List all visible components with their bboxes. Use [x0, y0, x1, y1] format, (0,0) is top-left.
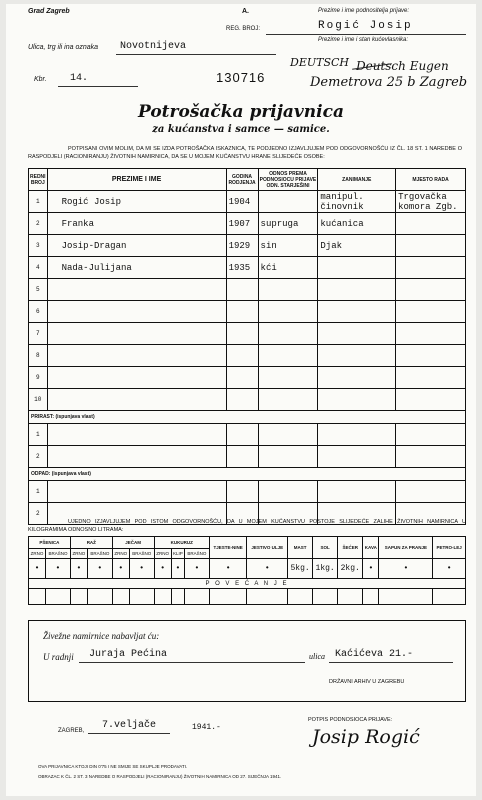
form-title: Potrošačka prijavnica	[138, 102, 344, 122]
ration-empty-cell	[129, 589, 154, 605]
table-row	[29, 235, 466, 257]
cell-num: 1	[29, 191, 48, 213]
ration-group-header: KAVA	[363, 537, 379, 559]
ration-empty-row	[29, 589, 466, 605]
cell-name: Josip-Dragan	[47, 235, 226, 257]
th-mjesto: MJESTO RADA	[396, 169, 466, 191]
table-row	[29, 279, 466, 301]
ration-empty-cell	[288, 589, 313, 605]
ration-group-header: RAŽ	[70, 537, 112, 549]
table-row	[29, 323, 466, 345]
cell-num: 10	[29, 389, 48, 411]
ration-value: •	[171, 559, 184, 579]
ration-value: 2kg.	[338, 559, 363, 579]
cell-relation	[258, 301, 318, 323]
cell-name	[47, 389, 226, 411]
cell-empty	[226, 446, 258, 468]
cell-empty	[318, 424, 396, 446]
ration-value: •	[112, 559, 129, 579]
cell-name	[47, 367, 226, 389]
persons-table	[28, 168, 466, 525]
cell-empty	[258, 481, 318, 503]
ration-group-header: PŠENICA	[29, 537, 71, 549]
cell-occupation	[318, 367, 396, 389]
form-letter: A.	[242, 8, 249, 15]
ration-sub-header: KLIP	[171, 549, 184, 559]
th-zanimanje: ZANIMANJE	[318, 169, 396, 191]
ration-sub-header: BRAŠNO	[185, 549, 210, 559]
kbr-line	[58, 86, 138, 87]
cell-empty	[258, 446, 318, 468]
stocks-text: UJEDNO IZJAVLJUJEM POD ISTOM ODGOVORNOŠĆU, DA U MOJEM KUĆANSTVU POSTOJE SLIJEDEĆE ZALIHE ŽIVOTNIH NAMIRNICA U KILOGRAMIMA ODNOSNO LITRAMA:	[28, 519, 466, 533]
ration-empty-cell	[29, 589, 46, 605]
cell-year	[226, 301, 258, 323]
ulica-value: Novotnijeva	[120, 41, 187, 52]
form-subtitle: za kućanstva i samce — samice.	[152, 124, 330, 135]
podnositelj-label: Prezime i ime podnositelja prijave:	[318, 8, 410, 14]
povecanje-label: P O V E Ć A N J E	[29, 579, 466, 589]
supply-ulica-value: Kaćićeva 21.-	[335, 649, 414, 660]
cell-year	[226, 367, 258, 389]
supply-box	[28, 620, 466, 702]
cell-place	[396, 257, 466, 279]
table-row	[29, 389, 466, 411]
table-row	[29, 257, 466, 279]
table-row	[29, 213, 466, 235]
ration-empty-cell	[154, 589, 171, 605]
ration-sub-header: BRAŠNO	[129, 549, 154, 559]
ration-value: •	[46, 559, 71, 579]
cell-num: 2	[29, 446, 48, 468]
supply-label: Živežne namirnice nabavljat ću:	[43, 631, 160, 641]
owner-address: Demetrova 25 b Zagreb	[310, 75, 468, 90]
ulica-line	[116, 54, 276, 55]
cell-place	[396, 301, 466, 323]
ration-value: •	[29, 559, 46, 579]
ration-group-header: ŠEĆER	[338, 537, 363, 559]
cell-relation	[258, 279, 318, 301]
ration-value: 1kg.	[313, 559, 338, 579]
ration-empty-cell	[363, 589, 379, 605]
serial-number: 130716	[216, 70, 266, 85]
ration-group-header: MAST	[288, 537, 313, 559]
cell-place	[396, 367, 466, 389]
cell-occupation: Djak	[318, 235, 396, 257]
cell-name	[47, 323, 226, 345]
cell-num: 1	[29, 424, 48, 446]
cell-relation	[258, 389, 318, 411]
ration-empty-cell	[46, 589, 71, 605]
prirast-label: PRIRAST: (ispunjava vlast)	[29, 411, 466, 424]
archive-stamp: DRŽAVNI ARHIV U ZAGREBU	[329, 679, 405, 685]
ration-group-header: SAPUN ZA PRANJE	[379, 537, 433, 559]
ration-group-header: PETRO-LEJ	[433, 537, 466, 559]
cell-year	[226, 279, 258, 301]
table-row	[29, 481, 466, 503]
ration-empty-cell	[87, 589, 112, 605]
reg-line	[266, 34, 466, 35]
cell-num: 7	[29, 323, 48, 345]
cell-occupation: kućanica	[318, 213, 396, 235]
ration-value: •	[154, 559, 171, 579]
footer-note-2: OBRAZAC K ČL. 2 ST. 3 NAREDBE O RASPODJELI (RACIONIRANJU) ŽIVOTNIH NAMIRNICA OD 27. SIJEČNJA 1941.	[38, 774, 282, 779]
cell-num: 3	[29, 235, 48, 257]
footer-year: 1941.-	[192, 723, 221, 732]
table-row	[29, 424, 466, 446]
cell-relation	[258, 323, 318, 345]
kbr-label: Kbr.	[34, 76, 47, 83]
radnji-line	[79, 662, 305, 663]
potpis-label: POTPIS PODNOSIOCA PRIJAVE:	[308, 717, 393, 723]
cell-empty	[396, 446, 466, 468]
cell-empty	[226, 481, 258, 503]
cell-place	[396, 235, 466, 257]
persons-body	[29, 191, 466, 411]
cell-name	[47, 279, 226, 301]
cell-place	[396, 389, 466, 411]
footer-city: ZAGREB,	[58, 728, 85, 734]
ration-empty-cell	[313, 589, 338, 605]
cell-occupation	[318, 301, 396, 323]
ration-empty-cell	[171, 589, 184, 605]
cell-place	[396, 279, 466, 301]
ulica-label: Ulica, trg ili ina oznaka	[28, 44, 99, 51]
cell-empty	[47, 481, 226, 503]
ration-empty-cell	[338, 589, 363, 605]
odpad-section	[29, 468, 466, 481]
kbr-value: 14.	[70, 73, 89, 84]
cell-name	[47, 345, 226, 367]
table-row	[29, 446, 466, 468]
ration-sub-header: ZRNO	[70, 549, 87, 559]
signature: Josip Rogić	[312, 726, 420, 748]
ration-empty-cell	[70, 589, 87, 605]
ration-group-header: JESTIVO ULJE	[247, 537, 288, 559]
footer-note-1: OVA PRIJAVNICA KTOJI DIN 0'75 I NE SMIJE SE SKUPLJE PRODAVATI.	[38, 764, 188, 769]
table-row	[29, 191, 466, 213]
cell-place	[396, 213, 466, 235]
cell-year	[226, 345, 258, 367]
date-line	[88, 733, 170, 734]
table-row	[29, 367, 466, 389]
ration-group-header: KUKURUZ	[154, 537, 209, 549]
cell-empty	[396, 481, 466, 503]
cell-empty	[396, 424, 466, 446]
ration-value: 5kg.	[288, 559, 313, 579]
table-row	[29, 301, 466, 323]
cell-place	[396, 345, 466, 367]
cell-relation	[258, 191, 318, 213]
ration-table	[28, 536, 466, 605]
cell-num: 4	[29, 257, 48, 279]
ration-empty-cell	[185, 589, 210, 605]
ration-value: •	[87, 559, 112, 579]
city-label: Grad Zagreb	[28, 8, 70, 15]
ration-group-row	[29, 537, 466, 549]
ration-values-row	[29, 559, 466, 579]
cell-year: 1929	[226, 235, 258, 257]
ration-sub-header: ZRNO	[154, 549, 171, 559]
cell-name	[47, 301, 226, 323]
ration-sub-header: BRAŠNO	[46, 549, 71, 559]
ration-value: •	[247, 559, 288, 579]
ration-empty-cell	[379, 589, 433, 605]
cell-empty	[318, 446, 396, 468]
cell-year: 1904	[226, 191, 258, 213]
ration-value: •	[185, 559, 210, 579]
prirast-body	[29, 424, 466, 468]
ration-value: •	[433, 559, 466, 579]
cell-relation: kći	[258, 257, 318, 279]
footer-date: 7.veljače	[102, 720, 157, 731]
th-odnos: ODNOS PREMA PODNOSIOCU PRIJAVE ODN. STARJEŠINI	[259, 170, 317, 189]
ration-group-header: SOL	[313, 537, 338, 559]
cell-num: 8	[29, 345, 48, 367]
supply-ulica-line	[329, 662, 453, 663]
cell-occupation	[318, 257, 396, 279]
cell-occupation: manipul. činovnik	[318, 191, 396, 213]
cell-num: 2	[29, 213, 48, 235]
cell-num: 9	[29, 367, 48, 389]
radnji-label: U radnji	[43, 652, 74, 662]
cell-name: Nada-Julijana	[47, 257, 226, 279]
prirast-section	[29, 411, 466, 424]
ration-group-header: TJESTE-NINE	[209, 537, 247, 559]
ration-sub-header: ZRNO	[112, 549, 129, 559]
cell-empty	[258, 424, 318, 446]
th-prezime: PREZIME I IME	[47, 169, 226, 191]
cell-relation	[258, 345, 318, 367]
cell-empty	[226, 424, 258, 446]
table-row	[29, 345, 466, 367]
cell-occupation	[318, 323, 396, 345]
kucevlasnik-label: Prezime i ime i stan kućevlasnika:	[318, 37, 409, 43]
ration-empty-cell	[247, 589, 288, 605]
odpad-label: ODPAD: (ispunjava vlast)	[29, 468, 466, 481]
ration-empty-cell	[209, 589, 247, 605]
ration-sub-header: ZRNO	[29, 549, 46, 559]
form-page	[6, 4, 476, 796]
cell-empty	[47, 424, 226, 446]
cell-empty	[47, 446, 226, 468]
ration-value: •	[209, 559, 247, 579]
th-redni: REDNI BROJ	[29, 169, 48, 191]
cell-empty	[318, 481, 396, 503]
ration-empty-cell	[433, 589, 466, 605]
ration-value: •	[363, 559, 379, 579]
deutsch-stamp: DEUTSCH	[290, 56, 350, 69]
podnositelj-value: Rogić Josip	[318, 20, 413, 32]
ration-value: •	[129, 559, 154, 579]
cell-year	[226, 323, 258, 345]
cell-num: 1	[29, 481, 48, 503]
cell-relation	[258, 367, 318, 389]
cell-year	[226, 389, 258, 411]
cell-occupation	[318, 279, 396, 301]
ration-empty-cell	[112, 589, 129, 605]
ration-value: •	[379, 559, 433, 579]
cell-num: 5	[29, 279, 48, 301]
cell-occupation	[318, 389, 396, 411]
cell-num: 6	[29, 301, 48, 323]
ration-sub-header: BRAŠNO	[87, 549, 112, 559]
reg-broj-label: REG. BROJ:	[226, 26, 261, 32]
owner-name: Deutsch Eugen	[356, 59, 449, 73]
cell-name: Rogić Josip	[47, 191, 226, 213]
cell-place	[396, 323, 466, 345]
ration-value: •	[70, 559, 87, 579]
cell-num: 2	[29, 503, 48, 525]
cell-year: 1907	[226, 213, 258, 235]
ration-group-header: JEČAM	[112, 537, 154, 549]
cell-relation: sin	[258, 235, 318, 257]
th-godina: GODINA RODJENJA	[226, 169, 258, 191]
cell-year: 1935	[226, 257, 258, 279]
cell-place: Trgovačka komora Zgb.	[396, 191, 466, 213]
radnji-value: Juraja Pećina	[89, 649, 168, 660]
cell-name: Franka	[47, 213, 226, 235]
supply-ulica-label: ulica	[309, 652, 325, 661]
cell-relation: supruga	[258, 213, 318, 235]
intro-text: POTPISANI OVIM MOLIM, DA MI SE IZDA POTROŠAČKA ISKAZNICA, TE PODJEDNO IZJAVLJUJEM POD ODGOVORNOŠĆU IZ ČL. 18 ST. 1 NAREDBE O RASPODJELI (RACIONIRANJU) ŽIVOTNIH NAMIRNICA, DA SE U MOJEM KUĆANSTVU HRANE SLIJEDEĆE OSOBE:	[28, 146, 462, 160]
cell-occupation	[318, 345, 396, 367]
